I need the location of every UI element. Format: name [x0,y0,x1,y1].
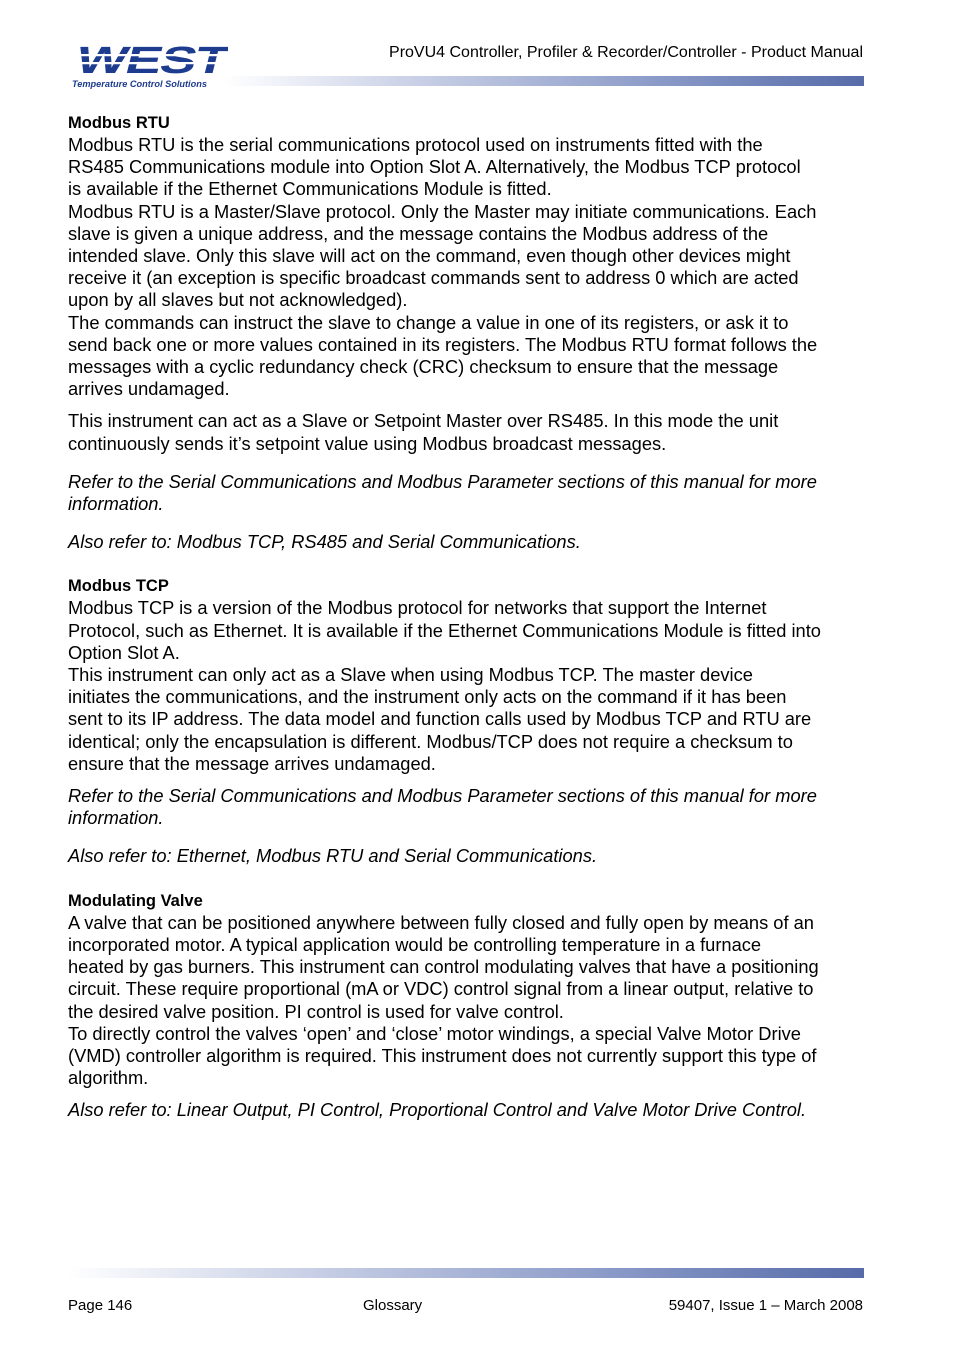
modbus-rtu-setpoint-note: This instrument can act as a Slave or Setpoint Master over RS485. In this mode the unit continuously sends it’s setpoint value using Modbus broadcast messages. [68,410,779,454]
page-number: Page 146 [68,1297,133,1314]
footer-section: Glossary [363,1297,423,1314]
document-title: ProVU4 Controller, Profiler & Recorder/Controller - Product Manual [389,44,863,61]
header-rule [224,76,864,86]
modbus-rtu-refer: Refer to the Serial Communications and Modbus Parameter sections of this manual for more information. [68,470,817,515]
document-issue: 59407, Issue 1 – March 2008 [668,1297,863,1314]
logo-tagline: Temperature Control Solutions [72,79,207,89]
modbus-rtu-also-refer: Also refer to: Modbus TCP, RS485 and Serial Communications. [68,531,581,553]
modbus-tcp-also-refer: Also refer to: Ethernet, Modbus RTU and Serial Communications. [68,845,598,867]
west-logo [68,40,228,92]
modulating-valve-also-refer: Also refer to: Linear Output, PI Control, Proportional Control and Valve Motor Drive Control. [68,1099,807,1121]
modbus-tcp-refer: Refer to the Serial Communications and Modbus Parameter sections of this manual for more information. [68,785,817,829]
glossary-content [68,112,868,1122]
logo-wordmark: WEST [71,40,188,82]
modulating-valve-body: A valve that can be positioned anywhere between fully closed and fully open by means of an incorporated motor. A typical application would be controlling temperature in a furnace heated by gas burners. This instrument can control modulating valves that have a positioning circuit. These require proportional (mA or VDC) control signal from a linear output, relative to the desired valve position. PI control is used for valve control. To directly control the valves ‘open’ and ‘close’ motor windings, a special Valve Motor Drive (VMD) controller algorithm is required. This instrument does not currently support this type of algorithm. [68,911,819,1089]
heading-modulating-valve: Modulating Valve [68,891,203,910]
heading-modbus-tcp: Modbus TCP [68,577,169,596]
modbus-tcp-body: Modbus TCP is a version of the Modbus protocol for networks that support the Internet Protocol, such as Ethernet. It is available if the Ethernet Communications Module is fitted into Option Slot A. This instrument can only act as a Slave when using Modbus TCP. The master device initiates the communications, and the instrument only acts on the command if it has been sent to its IP address. The data model and function calls used by Modbus TCP and RTU are identical; only the encapsulation is different. Modbus/TCP does not require a checksum to ensure that the message arrives undamaged. [68,597,821,774]
heading-modbus-rtu: Modbus RTU [68,114,170,132]
footer-rule [68,1268,864,1278]
modbus-rtu-body: Modbus RTU is the serial communications protocol used on instruments fitted with the RS485 Communications module into Option Slot A. Alternatively, the Modbus TCP protocol is available if the Ethernet Communications Module is fitted. Modbus RTU is a Master/Slave protocol. Only the Master may initiate communications. Each slave is given a unique address, and the message contains the Modbus address of the intended slave. Only this slave will act on the command, even though other devices might receive it (an exception is specific broadcast commands sent to address 0 which are acted upon by all slaves but not acknowledged). The commands can instruct the slave to change a value in one of its registers, or ask it to send back one or more values contained in its registers. The Modbus RTU format follows the messages with a cyclic redundancy check (CRC) checksum to ensure that the message arrives undamaged. [68,134,818,400]
